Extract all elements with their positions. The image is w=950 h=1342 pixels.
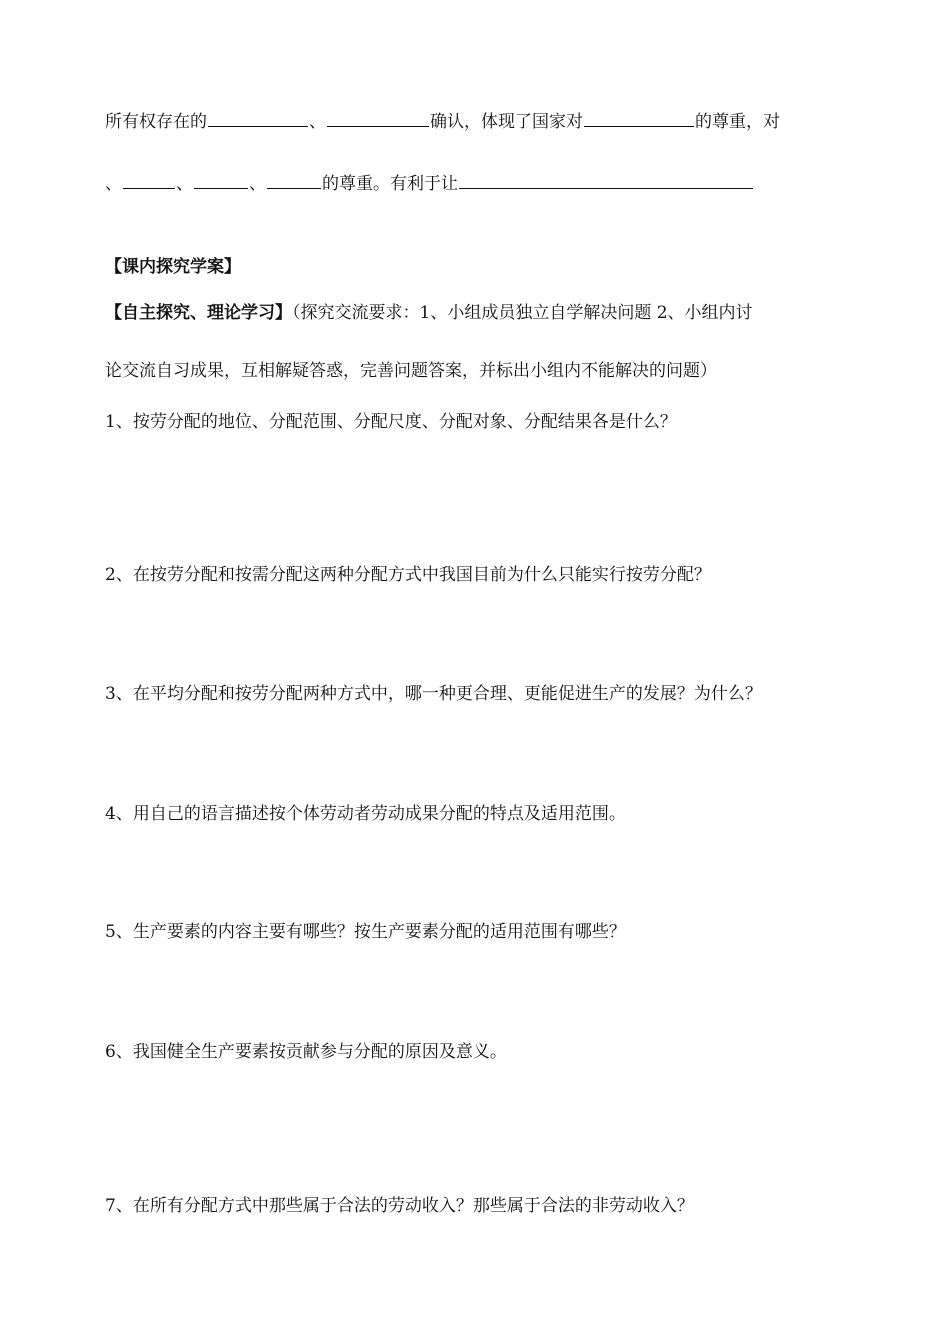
fill-line-2 bbox=[105, 172, 754, 195]
question-3: 3、在平均分配和按劳分配两种方式中，哪一种更合理、更能促进生产的发展？为什么？ bbox=[105, 684, 762, 704]
question-1: 1、按劳分配的地位、分配范围、分配尺度、分配对象、分配结果各是什么？ bbox=[105, 412, 677, 432]
fill-line-1 bbox=[105, 110, 780, 133]
fill-separator: 、 bbox=[309, 112, 326, 132]
fill-text-confirm: 确认，体现了国家对 bbox=[430, 112, 583, 132]
fill-text-respect: 的尊重，对 bbox=[695, 112, 780, 132]
requirement-text-2: 论交流自习成果，互相解疑答惑，完善问题答案，并标出小组内不能解决的问题） bbox=[105, 361, 717, 381]
blank-field[interactable] bbox=[267, 172, 321, 189]
subsection-line-1 bbox=[105, 302, 753, 324]
fill-text-let: 的尊重。有利于让 bbox=[322, 174, 458, 194]
question-4: 4、用自己的语言描述按个体劳动者劳动成果分配的特点及适用范围。 bbox=[105, 804, 626, 824]
blank-field[interactable] bbox=[584, 110, 694, 127]
blank-field[interactable] bbox=[327, 110, 429, 127]
question-5: 5、生产要素的内容主要有哪些？按生产要素分配的适用范围有哪些？ bbox=[105, 922, 626, 942]
fill-separator: 、 bbox=[249, 174, 266, 194]
subsection-title: 【自主探究、理论学习】 bbox=[105, 303, 292, 323]
blank-field[interactable] bbox=[194, 172, 248, 189]
fill-separator: 、 bbox=[105, 174, 122, 194]
question-6: 6、我国健全生产要素按贡献参与分配的原因及意义。 bbox=[105, 1042, 507, 1062]
fill-text-ownership: 所有权存在的 bbox=[105, 112, 207, 132]
fill-separator: 、 bbox=[176, 174, 193, 194]
section-title: 【课内探究学案】 bbox=[105, 257, 241, 277]
blank-field[interactable] bbox=[123, 172, 175, 189]
blank-field[interactable] bbox=[459, 172, 753, 189]
question-7: 7、在所有分配方式中那些属于合法的劳动收入？那些属于合法的非劳动收入？ bbox=[105, 1196, 694, 1216]
requirement-text-1: （探究交流要求：1、小组成员独立自学解决问题 2、小组内讨 bbox=[292, 303, 753, 323]
question-2: 2、在按劳分配和按需分配这两种分配方式中我国目前为什么只能实行按劳分配？ bbox=[105, 565, 711, 585]
blank-field[interactable] bbox=[208, 110, 308, 127]
